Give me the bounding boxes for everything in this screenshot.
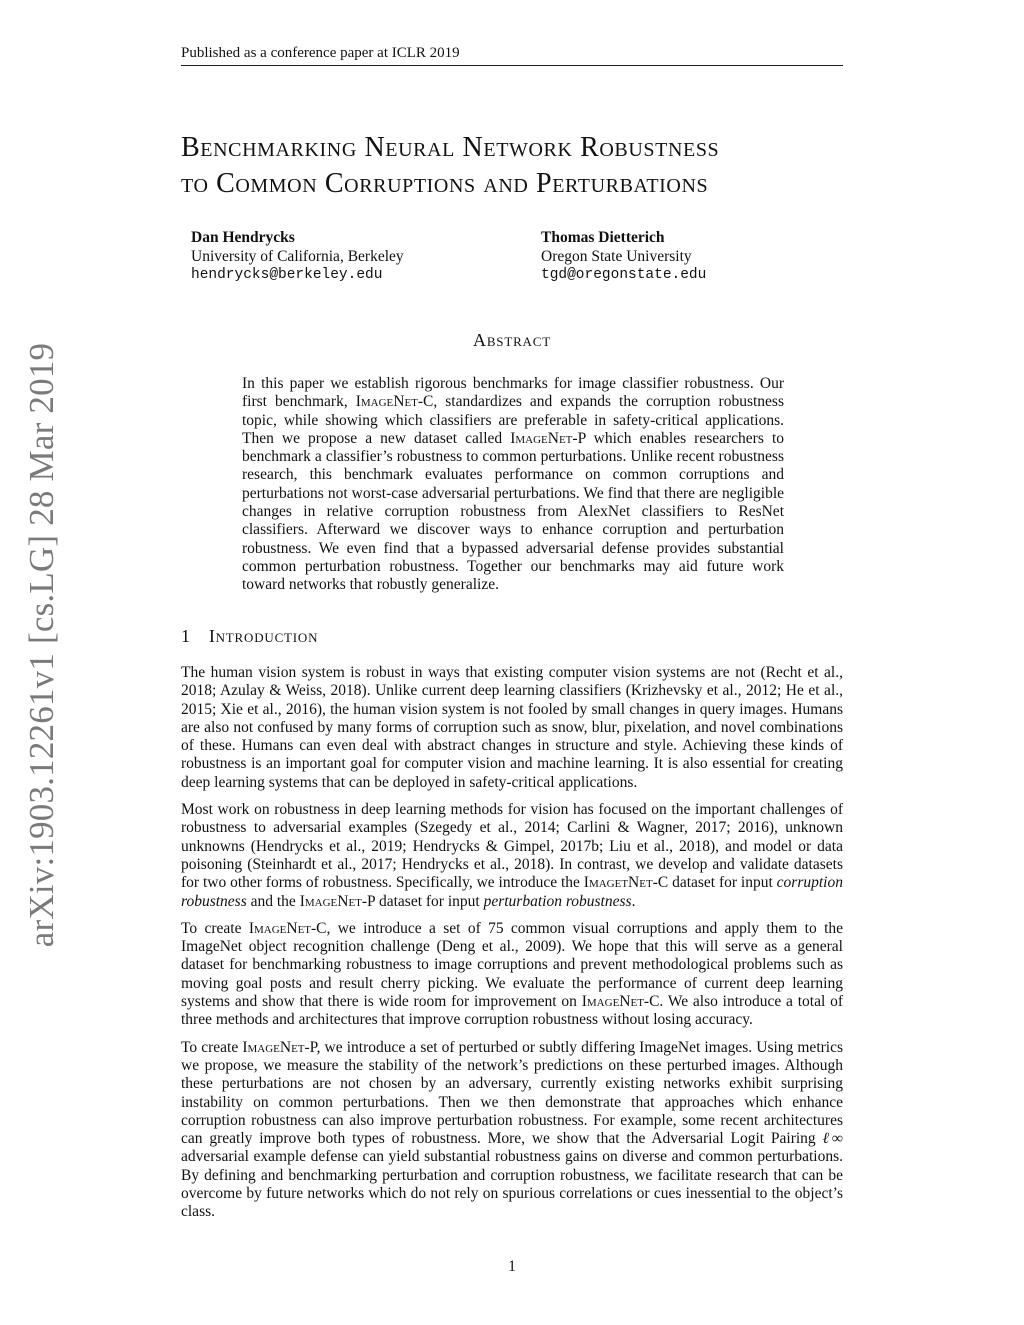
intro-paragraph-3: To create ImageNet-C, we introduce a set of 75 common visual corruptions and apply them to the ImageNet object recognition challenge (Deng et al., 2009). We hope that this will serve as a general dataset for benchmarking robustness to image corruptions and prevent methodological problems such as moving goal posts and result cherry picking. We evaluate the performance of current deep learning systems and show that there is wide room for improvement on ImageNet-C. We also introduce a total of three methods and architectures that improve corruption robustness without losing accuracy. [181, 919, 844, 1029]
title-line-1: Benchmarking Neural Network Robustness [181, 132, 720, 163]
page-number: 1 [508, 1258, 516, 1275]
running-header: Published as a conference paper at ICLR 2019 [181, 44, 843, 66]
dataset-name: ImageNet [242, 1038, 305, 1056]
dataset-name: ImageNet [581, 993, 644, 1011]
author-email[interactable]: hendrycks@berkeley.edu [191, 267, 383, 283]
math-symbol: ℓ∞ [822, 1130, 843, 1148]
author-name: Thomas Dietterich [541, 229, 665, 246]
abstract-heading: Abstract [473, 330, 551, 350]
dataset-name: ImageNet [355, 393, 418, 411]
emphasis-text: perturbation robustness [483, 892, 632, 910]
emphasis-text: corruption robustness [181, 874, 843, 910]
intro-paragraph-4: To create ImageNet-P, we introduce a set of perturbed or subtly differing ImageNet images. Using metrics we propose, we measure the stability of the network’s predictions on these perturbed images. Although these perturbations are not chosen by an adversary, currently existing networks exhibit surprising instability on common perturbations. Then we then demonstrate that approaches which enhance corruption robustness can also improve perturbation robustness. For example, some recent architectures can greatly improve both types of robustness. More, we show that the Adversarial Logit Pairing ℓ∞ adversarial example defense can yield substantial robustness gains on diverse and common perturbations. By defining and benchmarking perturbation and corruption robustness, we facilitate research that can be overcome by future networks which do not rely on spurious correlations or cues inessential to the object’s class. [181, 1038, 843, 1221]
dataset-name: ImageNet [299, 892, 362, 910]
author-block-2 [541, 228, 706, 285]
paper-title [181, 130, 861, 202]
dataset-name: ImageNet [248, 919, 312, 937]
author-affiliation: University of California, Berkeley [191, 248, 404, 265]
dataset-name: ImageNet [510, 429, 573, 447]
dataset-name: ImagetNet [583, 874, 653, 892]
intro-paragraph-2: Most work on robustness in deep learning methods for vision has focused on the important challenges of robustness to adversarial examples (Szegedy et al., 2014; Carlini & Wagner, 2017; 2016), unknown unknowns (Hendrycks et al., 2019; Hendrycks & Gimpel, 2017b; Liu et al., 2018), and model or data poisoning (Steinhardt et al., 2017; Hendrycks et al., 2018). In contrast, we develop and validate datasets for two other forms of robustness. Specifically, we introduce the ImagetNet-C dataset for input corruption robustness and the ImageNet-P dataset for input perturbation robustness. [181, 801, 843, 910]
intro-paragraph-1: The human vision system is robust in ways that existing computer vision systems are not (Recht et al., 2018; Azulay & Weiss, 2018). Unlike current deep learning classifiers (Krizhevsky et al., 2012; He et al., 2015; Xie et al., 2016), the human vision system is not fooled by small changes in query images. Humans are also not confused by many forms of corruption such as snow, blur, pixelation, and novel combinations of these. Humans can even deal with abstract changes in structure and style. Achieving these kinds of robustness is an important goal for computer vision and machine learning. It is also essential for creating deep learning systems that can be deployed in safety-critical applications. [181, 664, 843, 791]
author-name: Dan Hendrycks [191, 229, 295, 246]
abstract-body: In this paper we establish rigorous benchmarks for image classifier robustness. Our first benchmark, ImageNet-C, standardizes and expands the corruption robustness topic, while showing which classifiers are preferable in safety-critical applications. Then we propose a new dataset called ImageNet-P which enables researchers to benchmark a classifier’s robustness to common perturbations. Unlike recent robustness research, this benchmark evaluates performance on common corruptions and perturbations not worst-case adversarial perturbations. We find that there are negligible changes in relative corruption robustness from AlexNet classifiers to ResNet classifiers. Afterward we discover ways to enhance corruption and perturbation robustness. We even find that a bypassed adversarial defense provides substantial common perturbation robustness. Together our benchmarks may aid future work toward networks that robustly generalize. [242, 375, 784, 594]
author-affiliation: Oregon State University [541, 248, 692, 265]
author-block-1 [191, 228, 404, 285]
title-line-2: to Common Corruptions and Perturbations [181, 168, 709, 199]
introduction-body [181, 664, 843, 1231]
arxiv-stamp-text[interactable]: arXiv:1903.12261v1 [cs.LG] 28 Mar 2019 [22, 342, 61, 948]
section-number: 1 [181, 626, 191, 646]
author-email[interactable]: tgd@oregonstate.edu [541, 267, 707, 283]
section-heading-introduction [181, 626, 318, 647]
section-title: Introduction [208, 626, 319, 646]
